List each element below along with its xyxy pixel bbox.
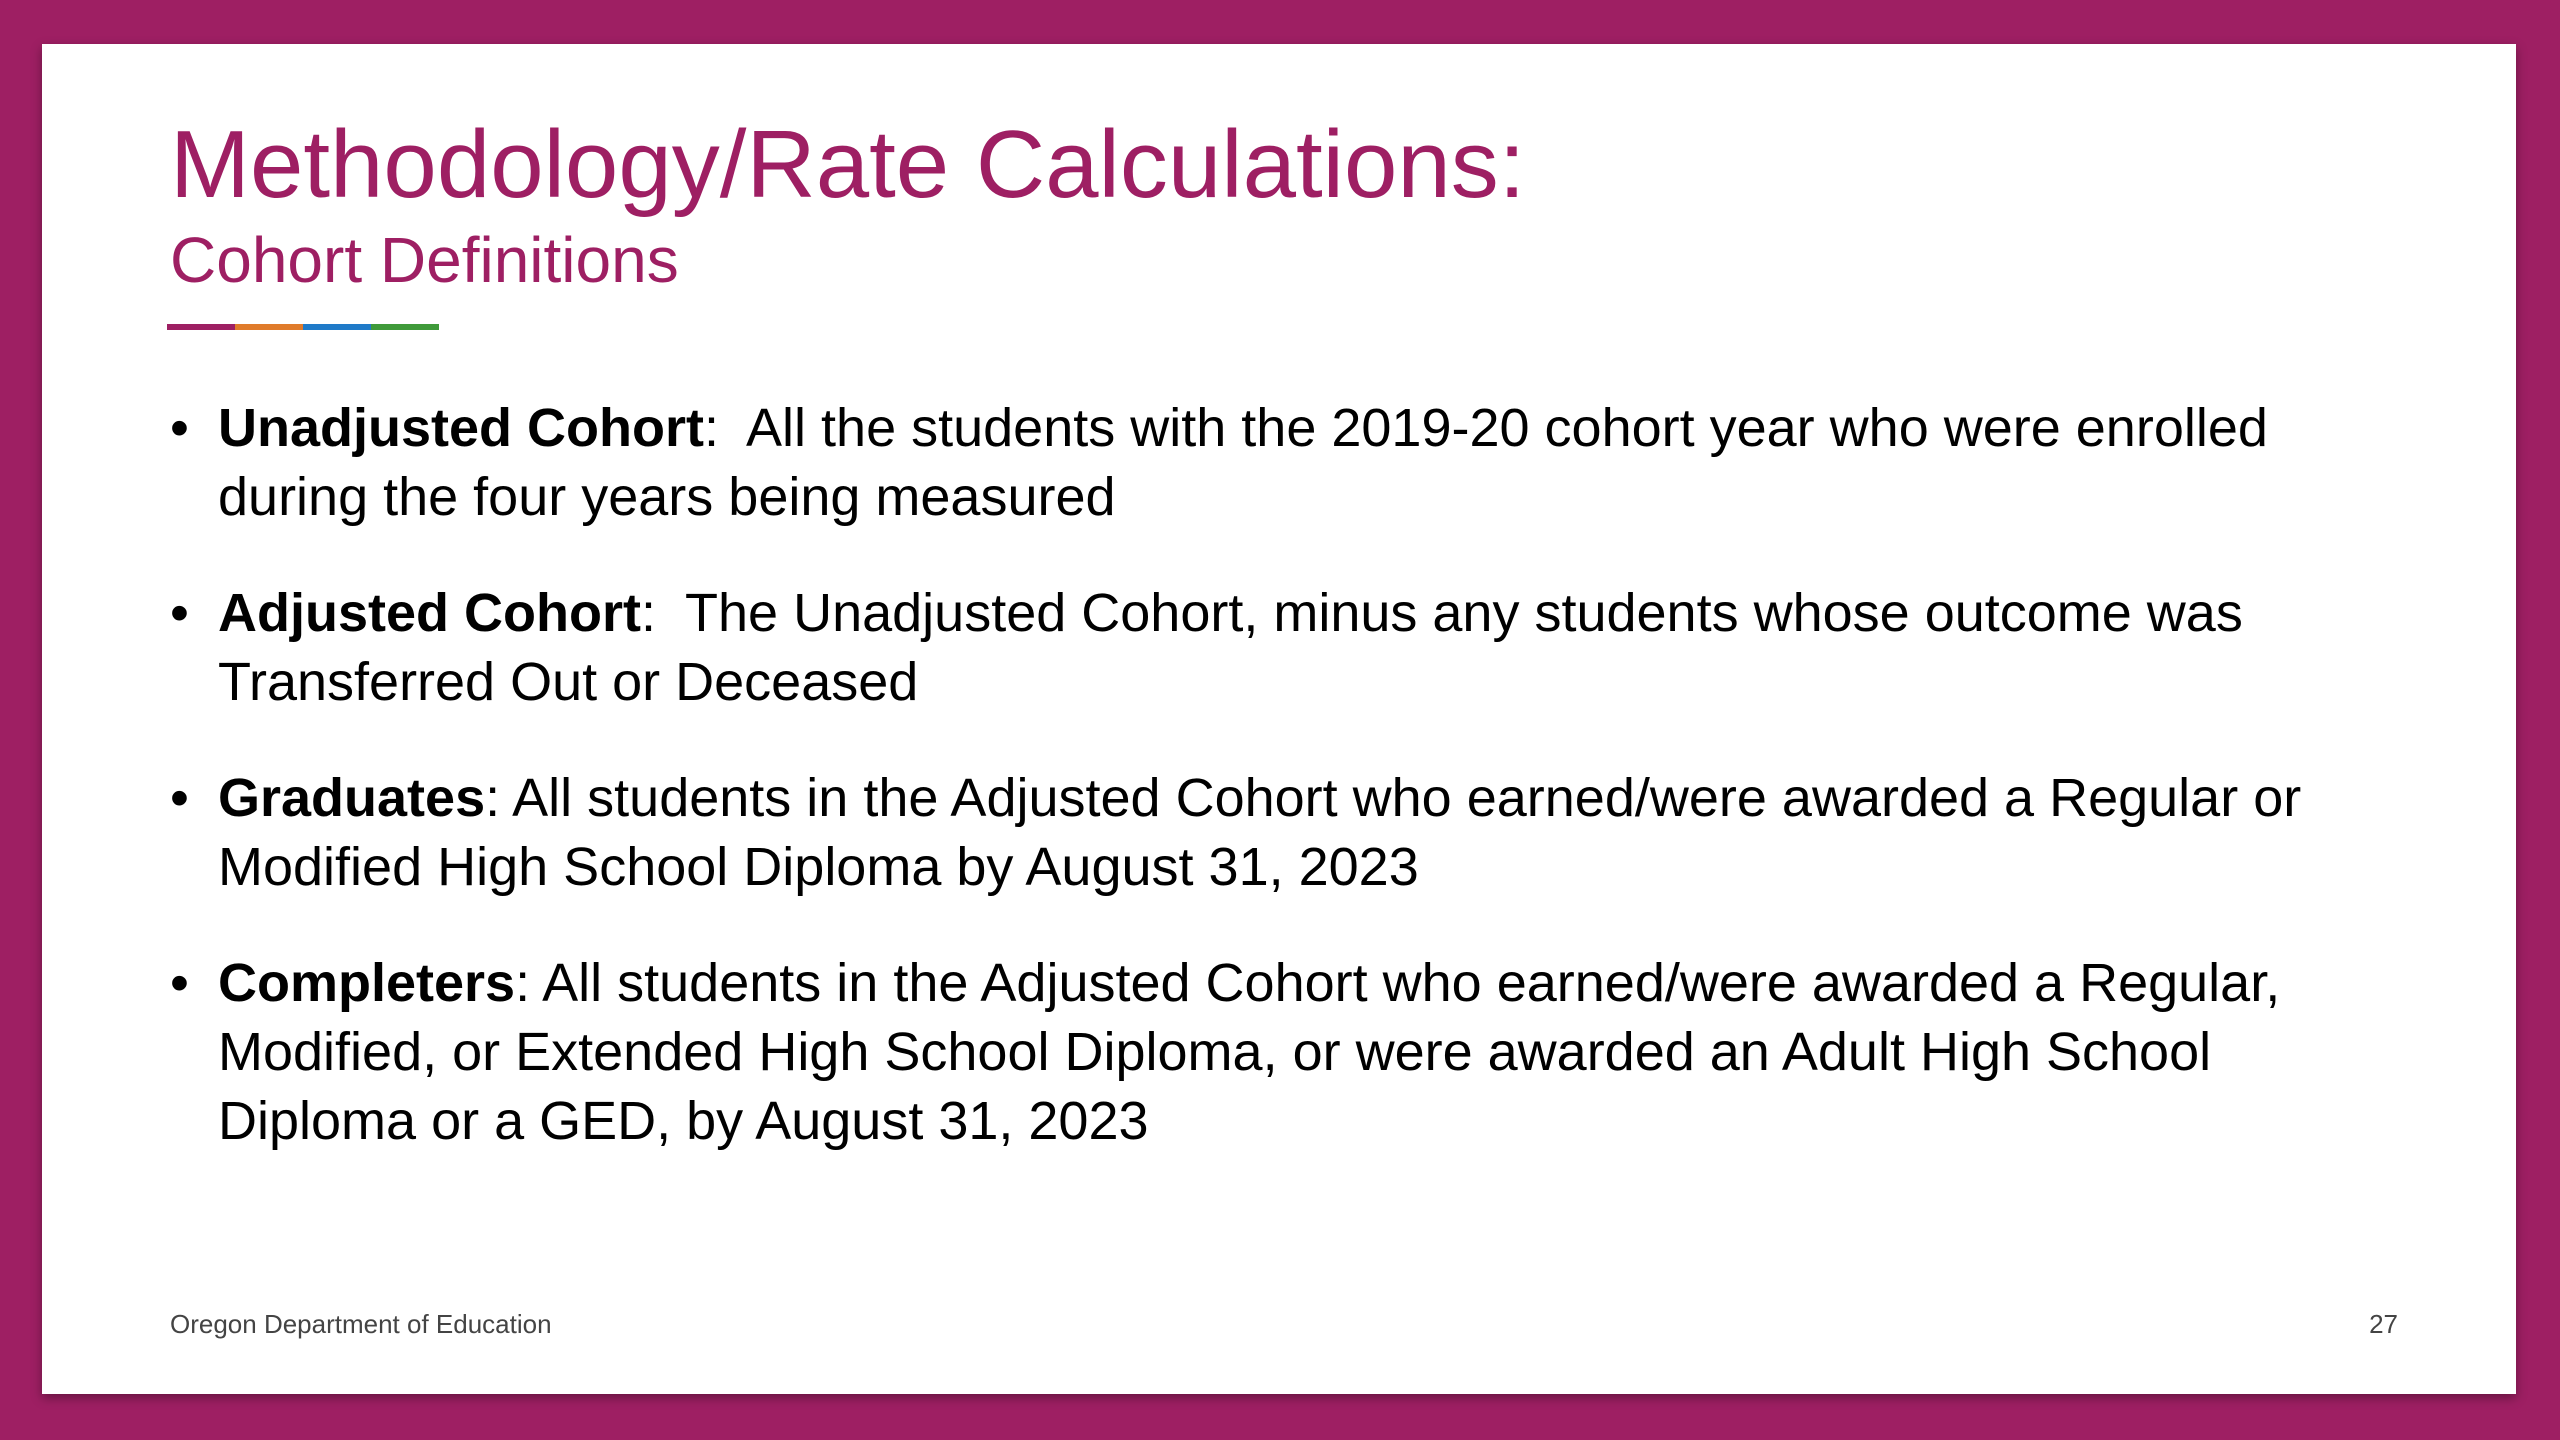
bullet-icon: • <box>170 398 189 458</box>
accent-segment-green <box>371 324 439 330</box>
definition-item-unadjusted-cohort <box>170 394 2420 532</box>
definition-term: Unadjusted Cohort <box>218 398 704 458</box>
definition-text: All students in the Adjusted Cohort who earned/were awarded a Regular or Modified High School Diploma by August 31, 2023 <box>218 768 2317 897</box>
definition-term: Completers <box>218 953 516 1013</box>
definition-list <box>170 394 2420 1203</box>
accent-segment-blue <box>303 324 371 330</box>
definition-separator: : <box>485 768 501 828</box>
definition-term: Adjusted Cohort <box>218 583 641 643</box>
definition-separator: : <box>640 583 656 643</box>
definition-item-graduates <box>170 764 2420 902</box>
footer-organization: Oregon Department of Education <box>170 1309 552 1339</box>
slide-subtitle: Cohort Definitions <box>170 224 679 296</box>
definition-term: Graduates <box>218 768 486 828</box>
bullet-icon: • <box>170 583 189 643</box>
slide-title: Methodology/Rate Calculations: <box>170 111 1526 218</box>
bullet-icon: • <box>170 768 189 828</box>
page-number: 27 <box>2369 1309 2398 1339</box>
definition-separator: : <box>703 398 719 458</box>
definition-separator: : <box>515 953 531 1013</box>
accent-segment-orange <box>235 324 303 330</box>
definition-item-adjusted-cohort <box>170 579 2420 717</box>
definition-text: All students in the Adjusted Cohort who earned/were awarded a Regular, Modified, or Extended High School Diploma, or were awarded an Adult High School Diploma or a GED, by August 31, 2023 <box>218 953 2296 1151</box>
accent-underline <box>167 324 439 330</box>
definition-text: All the students with the 2019-20 cohort year who were enrolled during the four years being measured <box>218 398 2283 527</box>
definition-item-completers <box>170 949 2420 1156</box>
slide <box>42 44 2516 1394</box>
bullet-icon: • <box>170 953 189 1013</box>
accent-segment-magenta <box>167 324 235 330</box>
definition-text: The Unadjusted Cohort, minus any students whose outcome was Transferred Out or Deceased <box>218 583 2257 712</box>
